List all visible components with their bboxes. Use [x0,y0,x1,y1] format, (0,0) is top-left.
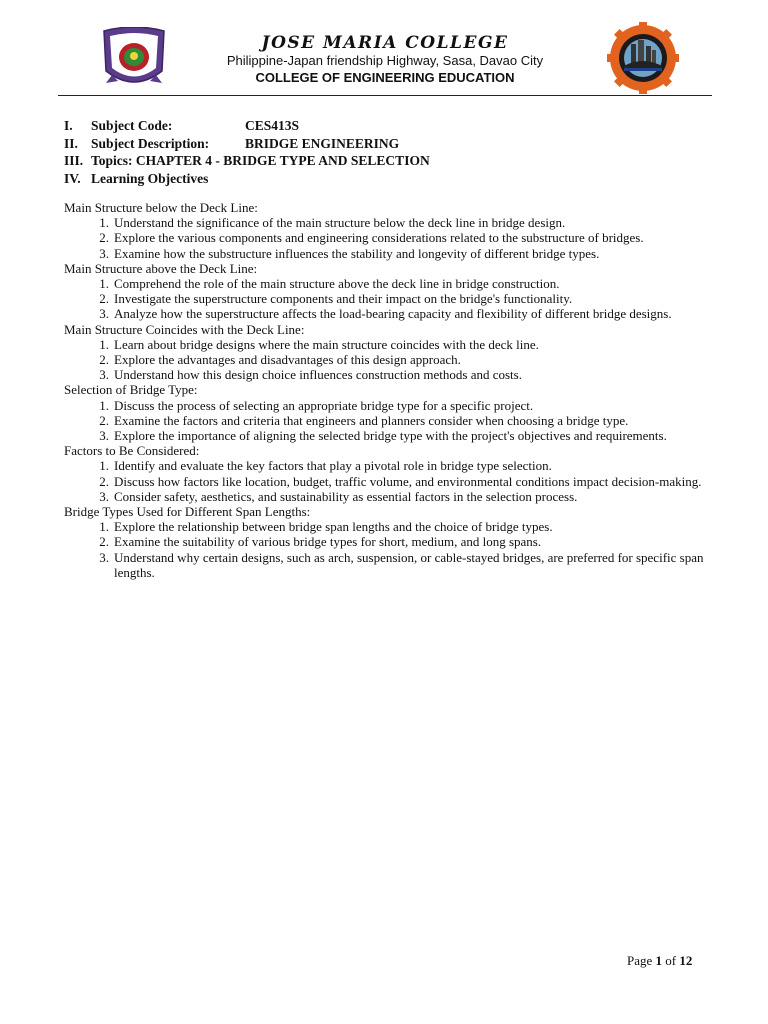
list-text: Analyze how the superstructure affects the load-bearing capacity and flexibility of different bridge designs. [114,306,672,322]
row-number: IV. [64,170,81,186]
list-item [64,291,714,306]
section-title: Bridge Types Used for Different Span Lengths: [64,504,311,520]
topics-row [64,152,430,170]
list-item [64,550,714,580]
list-number: 2. [99,412,109,428]
list-text: Explore the importance of aligning the selected bridge type with the project's objectives and requirements. [114,428,667,444]
list-item [64,489,714,504]
section-selection [64,382,714,443]
list-text: Examine the suitability of various bridge types for short, medium, and long spans. [114,534,542,550]
section-title: Selection of Bridge Type: [64,382,198,398]
header-divider [58,95,712,96]
list-number: 1. [99,215,109,231]
row-number: III. [64,153,84,168]
college-name: JOSE MARIA COLLEGE [261,33,509,53]
list-text: Understand the significance of the main structure below the deck line in bridge design. [114,215,566,231]
section-title: Factors to Be Considered: [64,443,200,459]
list-number: 1. [99,397,109,413]
list-item [64,519,714,534]
list-text: Comprehend the role of the main structure above the deck line in bridge construction. [114,276,560,292]
list-item [64,337,714,352]
list-number: 2. [99,230,109,246]
list-number: 1. [99,276,109,292]
row-number: II. [64,135,78,151]
section-below-deck [64,200,714,261]
list-item [64,474,714,489]
subject-code-row [64,117,430,135]
subject-code-value: CES413S [245,118,300,133]
list-number: 3. [99,428,109,444]
of-word: of [665,953,677,968]
list-item [64,458,714,473]
learning-objectives-row [64,170,430,188]
document-header [0,0,768,95]
engineering-emblem-logo [607,22,679,94]
subject-description-label: Subject Description: [91,135,210,151]
subject-code-label: Subject Code: [91,118,173,133]
list-number: 1. [99,458,109,474]
list-text: Consider safety, aesthetics, and sustainability as essential factors in the selection process. [114,488,578,504]
list-text: Explore the relationship between bridge span lengths and the choice of bridge types. [114,519,553,535]
list-item [64,534,714,549]
list-number: 3. [99,549,109,565]
list-number: 1. [99,336,109,352]
page-number [627,953,692,969]
list-number: 3. [99,306,109,322]
total-pages: 12 [679,953,693,968]
list-text: Explore the various components and engineering considerations related to the substructure of bridges. [114,230,644,246]
list-text: Identify and evaluate the key factors that play a pivotal role in bridge type selection. [114,458,552,474]
list-item [64,230,714,245]
list-item [64,352,714,367]
subject-info [64,117,430,187]
page-word: Page [627,953,653,968]
subject-description-value: BRIDGE ENGINEERING [245,135,400,151]
list-text: Understand how this design choice influences construction methods and costs. [114,367,522,383]
list-text: Investigate the superstructure components and their impact on the bridge's functionality. [114,291,573,307]
list-item [64,367,714,382]
list-number: 2. [99,473,109,489]
college-address: Philippine-Japan friendship Highway, Sasa, Davao City [226,53,544,68]
list-item [64,398,714,413]
list-text: Learn about bridge designs where the main structure coincides with the deck line. [114,336,539,352]
list-text: Explore the advantages and disadvantages of this design approach. [114,352,461,368]
list-number: 3. [99,245,109,261]
department-name: COLLEGE OF ENGINEERING EDUCATION [255,70,515,85]
list-number: 1. [99,519,109,535]
section-title: Main Structure Coincides with the Deck Line: [64,321,305,337]
list-number: 2. [99,291,109,307]
section-above-deck [64,261,714,322]
section-span-lengths [64,504,714,580]
list-item [64,413,714,428]
section-title: Main Structure below the Deck Line: [64,200,258,215]
topics-text: Topics: CHAPTER 4 - BRIDGE TYPE AND SELECTION [91,153,430,168]
list-text: Examine the factors and criteria that engineers and planners consider when choosing a bridge type. [114,412,629,428]
subject-description-row [64,135,430,153]
section-title: Main Structure above the Deck Line: [64,260,258,276]
list-item [64,246,714,261]
list-item [64,215,714,230]
list-number: 2. [99,352,109,368]
list-number: 3. [99,488,109,504]
list-text: Discuss how factors like location, budget, traffic volume, and environmental conditions impact decision-making. [114,473,702,489]
row-number: I. [64,118,73,133]
current-page: 1 [655,953,663,968]
list-item [64,306,714,321]
college-seal-logo [100,27,168,89]
list-number: 3. [99,367,109,383]
list-item [64,276,714,291]
objectives-content [64,200,714,580]
list-text: Discuss the process of selecting an appropriate bridge type for a specific project. [114,397,534,413]
list-text: Examine how the substructure influences the stability and longevity of different bridge types. [114,245,600,261]
section-coincides-deck [64,322,714,383]
list-item [64,428,714,443]
list-text: Understand why certain designs, such as arch, suspension, or cable-stayed bridges, are preferred for specific span lengths. [114,549,704,580]
section-factors [64,443,714,504]
learning-objectives-heading: Learning Objectives [91,170,209,186]
list-number: 2. [99,534,109,550]
